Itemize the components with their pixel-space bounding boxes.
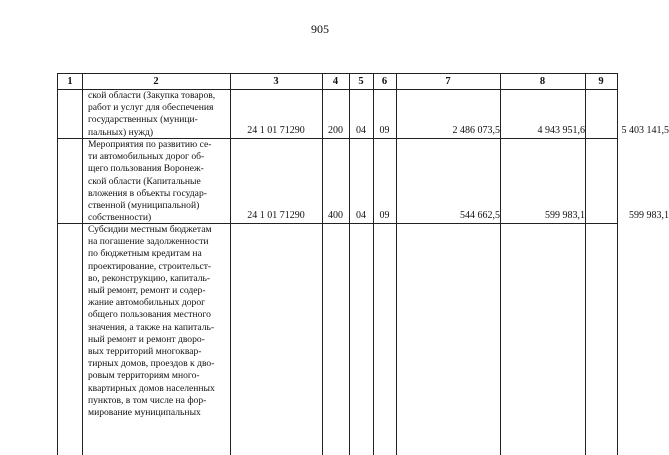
description-line: жание автомобильных дорог	[88, 297, 206, 309]
header-col-4: 4	[332, 76, 339, 87]
column-divider	[82, 74, 83, 455]
description-line: вложения в объекты государ-	[88, 187, 207, 199]
description-line: общего пользования местного	[88, 309, 211, 321]
description-line: во, реконструкцию, капиталь-	[88, 272, 211, 284]
description-line: государственных (муници-	[88, 114, 198, 126]
description-line: работ и услуг для обеспечения	[88, 102, 214, 114]
row-1-rz: 04	[356, 125, 366, 136]
description-line: щего пользования Воронеж-	[88, 163, 204, 175]
description-line: мирование муниципальных	[88, 407, 201, 419]
description-line: значения, а также на капиталь-	[88, 321, 215, 333]
row-1-year-1: 2 486 073,5	[452, 125, 500, 136]
description-line: собственности)	[88, 212, 152, 224]
header-col-7: 7	[445, 76, 451, 87]
row-2-year-3: 599 983,1	[629, 210, 669, 221]
row-2-rz: 04	[356, 210, 366, 221]
row-3-description	[88, 224, 260, 419]
header-col-6: 6	[381, 76, 388, 87]
header-col-2: 2	[153, 76, 159, 87]
description-line: пунктов, в том числе на фор-	[88, 394, 207, 406]
row-1-vr: 200	[328, 125, 343, 136]
header-col-3: 3	[273, 76, 279, 87]
description-line: по бюджетным кредитам на	[88, 248, 202, 260]
row-1-year-2: 4 943 951,6	[537, 125, 585, 136]
description-line: ти автомобильных дорог об-	[88, 151, 205, 163]
header-col-1: 1	[67, 76, 73, 87]
row-1-code: 24 1 01 71290	[247, 125, 305, 136]
description-line: на погашение задолженности	[88, 236, 209, 248]
budget-table	[57, 73, 669, 455]
description-line: ственной (муниципальной)	[88, 200, 200, 212]
page-number: 905	[311, 22, 329, 36]
row-2-pr: 09	[379, 210, 390, 221]
row-2-vr: 400	[328, 210, 343, 221]
header-col-9: 9	[598, 76, 604, 87]
header-col-8: 8	[539, 76, 546, 87]
row-1-year-3: 5 403 141,5	[621, 125, 669, 136]
description-line: ской области (Закупка товаров,	[88, 90, 216, 101]
description-line: ской области (Капитальные	[88, 175, 201, 187]
description-line: Субсидии местным бюджетам	[88, 224, 212, 235]
description-line: проектирование, строительст-	[88, 260, 212, 272]
description-line: ный ремонт, ремонт и содер-	[88, 285, 206, 297]
row-2-code: 24 1 01 71290	[247, 210, 305, 221]
description-line: пальных) нужд)	[88, 126, 154, 138]
description-line: ровым территориям много-	[88, 370, 200, 382]
header-col-5: 5	[358, 76, 364, 87]
row-2-year-1: 544 662,5	[460, 210, 500, 221]
description-line: ный ремонт и ремонт дворо-	[88, 333, 205, 345]
description-line: Мероприятия по развитию се-	[88, 139, 212, 150]
row-1-pr: 09	[379, 125, 390, 136]
description-line: вых территорий многоквар-	[88, 346, 202, 358]
row-2-year-2: 599 983,1	[545, 210, 585, 221]
description-line: тирных домов, проездов к дво-	[88, 358, 215, 370]
description-line: квартирных домов населенных	[88, 382, 215, 394]
